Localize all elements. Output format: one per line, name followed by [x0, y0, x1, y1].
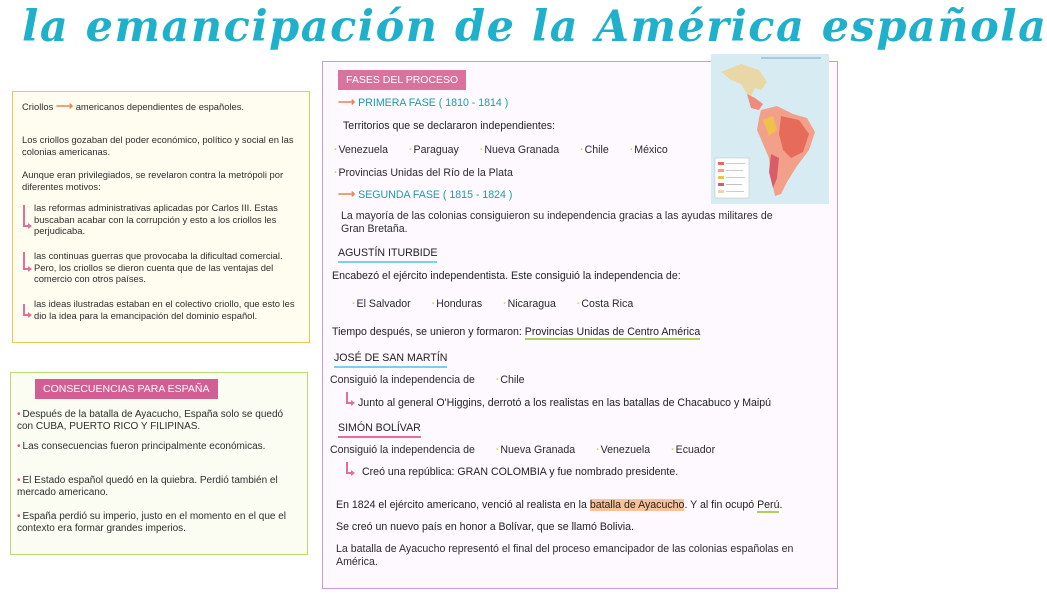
bullet-icon: · — [629, 144, 634, 156]
reason-2: las continuas guerras que provocaba la dificultad comercial. Pero, los criollos se dieron cuenta que de las ventajas del comercio con otros países. — [34, 250, 283, 285]
corner-arrow-icon — [23, 304, 25, 316]
bolivar-heading: SIMÓN BOLÍVAR — [338, 422, 421, 438]
bullet-icon: · — [495, 444, 500, 456]
consecuencia-3: • El Estado español quedó en la quiebra. Perdió también el mercado americano. — [17, 475, 278, 498]
sanmartin-heading: JOSÉ DE SAN MARTÍN — [334, 352, 447, 368]
closing-3: La batalla de Ayacucho representó el final del proceso emancipador de las colonias españolas en América. — [336, 543, 794, 568]
arrow-right-icon: ⟶ — [338, 187, 356, 201]
countries-row-1b: ·Provincias Unidas del Río de la Plata — [334, 167, 513, 179]
consecuencias-header: CONSECUENCIAS PARA ESPAÑA — [35, 379, 218, 399]
bullet-icon: · — [576, 298, 581, 310]
criollos-p1: Los criollos gozaban del poder económico, político y social en las colonias americanas. — [22, 134, 294, 157]
closing-1: En 1824 el ejército americano, venció al realista en la batalla de Ayacucho. Y al fin ocupó Perú. — [336, 499, 783, 511]
bullet-icon: · — [334, 144, 338, 156]
sanmartin-text: Consiguió la independencia de ·Chile — [330, 374, 525, 386]
primera-fase: ⟶ PRIMERA FASE ( 1810 - 1814 ) — [338, 95, 509, 109]
bullet-icon: • — [17, 441, 21, 452]
peru-highlight: Perú — [757, 499, 780, 511]
bullet-icon: • — [17, 475, 21, 486]
consecuencia-1: • Después de la batalla de Ayacucho, España solo se quedó con CUBA, PUERTO RICO Y FILIPINAS. — [17, 409, 284, 432]
bullet-icon: · — [479, 144, 484, 156]
reason-3: las ideas ilustradas estaban en el colectivo criollo, que esto les dio la idea para la emancipación del dominio español. — [34, 298, 295, 321]
iturbide-text: Encabezó el ejército independentista. Este consiguió la independencia de: — [332, 270, 681, 282]
arrow-right-icon: ⟶ — [55, 99, 74, 113]
bullet-icon: · — [495, 374, 500, 386]
bolivar-note: Creó una república: GRAN COLOMBIA y fue nombrado presidente. — [362, 466, 679, 478]
bullet-icon: · — [596, 444, 600, 456]
iturbide-countries: ·El Salvador ·Honduras ·Nicaragua ·Costa Rica — [352, 298, 634, 310]
sanmartin-note: Junto al general O'Higgins, derrotó a los realistas en las batallas de Chacabuco y Maipú — [358, 397, 772, 409]
criollos-box — [12, 91, 310, 343]
arrow-right-icon: ⟶ — [338, 95, 356, 109]
south-america-map-image — [711, 54, 829, 204]
countries-row-1: ·Venezuela ·Paraguay ·Nueva Granada ·Chile ·México — [334, 144, 668, 156]
corner-arrow-icon — [346, 462, 348, 474]
closing-2: Se creó un nuevo país en honor a Bolívar, que se llamó Bolivia. — [336, 521, 634, 533]
bullet-icon: · — [671, 444, 675, 456]
consecuencias-box — [10, 372, 308, 555]
bullet-icon: • — [17, 409, 21, 420]
bullet-icon: · — [352, 298, 356, 310]
provincias-centro-america: Provincias Unidas de Centro América — [524, 326, 701, 338]
bullet-icon: · — [580, 144, 584, 156]
segunda-fase: ⟶ SEGUNDA FASE ( 1815 - 1824 ) — [338, 187, 513, 201]
bullet-icon: • — [17, 511, 21, 522]
consecuencia-2: • Las consecuencias fueron principalmente económicas. — [17, 441, 266, 452]
batalla-ayacucho-highlight: batalla de Ayacucho — [589, 499, 685, 511]
territorios-text: Territorios que se declararon independientes: — [343, 120, 556, 132]
iturbide-after: Tiempo después, se unieron y formaron: Provincias Unidas de Centro América — [332, 326, 701, 338]
bolivar-text: Consiguió la independencia de ·Nueva Granada ·Venezuela ·Ecuador — [330, 444, 716, 456]
corner-arrow-icon — [346, 392, 348, 404]
criollos-line: Criollos ⟶ americanos dependientes de españoles. — [22, 99, 245, 113]
bullet-icon: · — [334, 167, 338, 179]
consecuencia-4: • España perdió su imperio, justo en el momento en el que el contexto era formar grandes imperios. — [17, 511, 287, 534]
reason-1: las reformas administrativas aplicadas por Carlos III. Estas buscaban acabar con la corrupción y esto a los criollos les perjudicaba. — [34, 202, 278, 237]
bullet-icon: · — [503, 298, 507, 310]
page-title: la emancipación de la América española — [22, 2, 1047, 52]
corner-arrow-icon — [23, 252, 25, 270]
iturbide-heading: AGUSTÍN ITURBIDE — [338, 247, 437, 263]
fases-header: FASES DEL PROCESO — [338, 70, 466, 90]
bullet-icon: · — [431, 298, 436, 310]
criollos-p2: Aunque eran privilegiados, se revelaron contra la metrópoli por diferentes motivos: — [22, 169, 284, 192]
bullet-icon: · — [408, 144, 413, 156]
segunda-fase-text: La mayoría de las colonias consiguieron su independencia gracias a las ayudas militares de Gran Bretaña. — [341, 210, 773, 235]
corner-arrow-icon — [23, 205, 25, 227]
